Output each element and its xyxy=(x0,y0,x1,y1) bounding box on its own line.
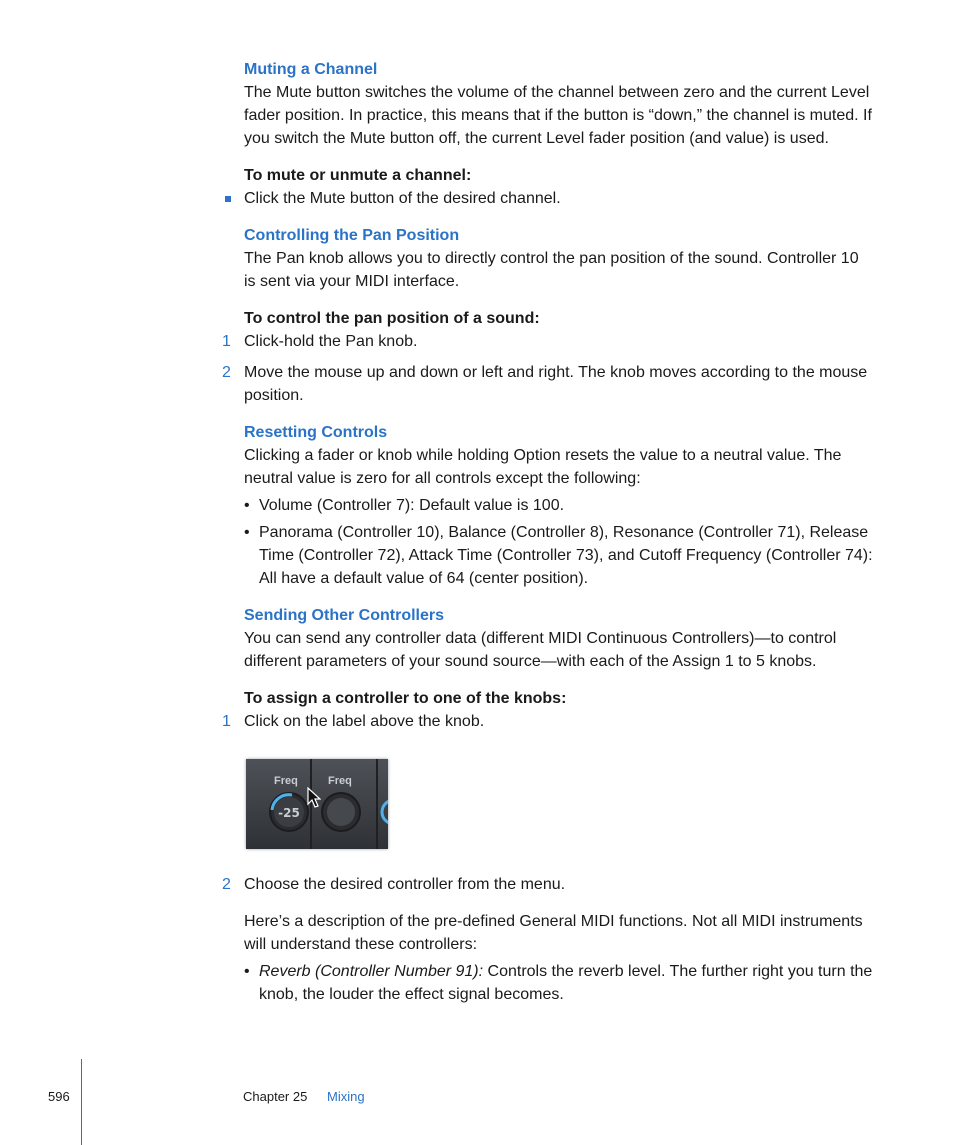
channel-strip-right xyxy=(312,759,378,849)
step-number: 1 xyxy=(222,713,231,730)
step-number: 2 xyxy=(222,876,231,893)
footer-rule xyxy=(81,1059,82,1145)
pan-step-1 xyxy=(222,330,874,353)
bullet-italic-term: Reverb (Controller Number 91): xyxy=(259,963,484,980)
mouse-cursor-icon xyxy=(307,787,321,809)
step-text: Move the mouse up and down or left and right. The knob moves according to the mouse position. xyxy=(244,364,868,404)
partial-knob-icon xyxy=(378,759,388,849)
bullet-text: Volume (Controller 7): Default value is 100. xyxy=(259,497,565,514)
knob-left-icon[interactable] xyxy=(246,759,312,849)
sending-step-2 xyxy=(222,873,874,896)
step-number: 1 xyxy=(222,333,231,350)
bullet-dot-icon: • xyxy=(244,497,250,514)
muting-task: To mute or unmute a channel: xyxy=(244,167,472,184)
step-number: 2 xyxy=(222,364,231,381)
muting-step-text: Click the Mute button of the desired channel. xyxy=(244,190,561,207)
sending-step-1 xyxy=(222,710,874,733)
footer-chapter-title[interactable]: Mixing xyxy=(327,1089,365,1104)
muting-body: The Mute button switches the volume of the channel between zero and the current Level fader position. In practice, this means that if the button is “down,” the channel is muted. If you switch the Mute button off, the current Level fader position (and value) is used. xyxy=(244,84,872,147)
bullet-text: Controls the reverb level. The further right you turn the knob, the louder the effect signal becomes. xyxy=(259,963,873,1003)
knob-right-icon[interactable] xyxy=(312,759,378,849)
reset-body: Clicking a fader or knob while holding Option resets the value to a neutral value. The neutral value is zero for all controls except the following: xyxy=(244,447,842,487)
reset-bullet-1 xyxy=(244,494,874,517)
knob-screenshot xyxy=(246,759,388,849)
sending-body: You can send any controller data (different MIDI Continuous Controllers)—to control different parameters of your sound source—with each of the Assign 1 to 5 knobs. xyxy=(244,630,837,670)
page-number: 596 xyxy=(48,1089,70,1104)
muting-step xyxy=(244,187,874,210)
step-text: Click on the label above the knob. xyxy=(244,713,485,730)
pan-task: To control the pan position of a sound: xyxy=(244,310,540,327)
pan-body: The Pan knob allows you to directly control the pan position of the sound. Controller 10 is sent via your MIDI interface. xyxy=(244,250,859,290)
heading-reset: Resetting Controls xyxy=(244,424,388,441)
heading-muting: Muting a Channel xyxy=(244,61,378,78)
knob-value: -25 xyxy=(278,806,300,820)
channel-strip-left xyxy=(246,759,312,849)
reverb-bullet xyxy=(244,960,874,1006)
knob-label-right[interactable]: Freq xyxy=(328,775,352,787)
bullet-dot-icon: • xyxy=(244,524,250,541)
heading-pan: Controlling the Pan Position xyxy=(244,227,460,244)
midi-description: Here’s a description of the pre-defined General MIDI functions. Not all MIDI instruments will understand these controllers: xyxy=(244,913,863,953)
pan-step-2 xyxy=(222,361,874,407)
footer-chapter: Chapter 25 xyxy=(243,1089,308,1104)
step-text: Choose the desired controller from the menu. xyxy=(244,876,566,893)
heading-sending: Sending Other Controllers xyxy=(244,607,445,624)
step-text: Click-hold the Pan knob. xyxy=(244,333,418,350)
bullet-text: Panorama (Controller 10), Balance (Controller 8), Resonance (Controller 71), Release Time (Controller 72), Attack Time (Controller 73), and Cutoff Frequency (Controller 74): All have a default value of 64 (center position). xyxy=(259,524,873,587)
square-bullet-icon xyxy=(225,196,231,202)
page-content xyxy=(222,58,874,1006)
sending-task: To assign a controller to one of the knobs: xyxy=(244,690,567,707)
knob-label-left[interactable]: Freq xyxy=(274,775,298,787)
reset-bullet-2 xyxy=(244,521,874,590)
bullet-dot-icon: • xyxy=(244,963,250,980)
